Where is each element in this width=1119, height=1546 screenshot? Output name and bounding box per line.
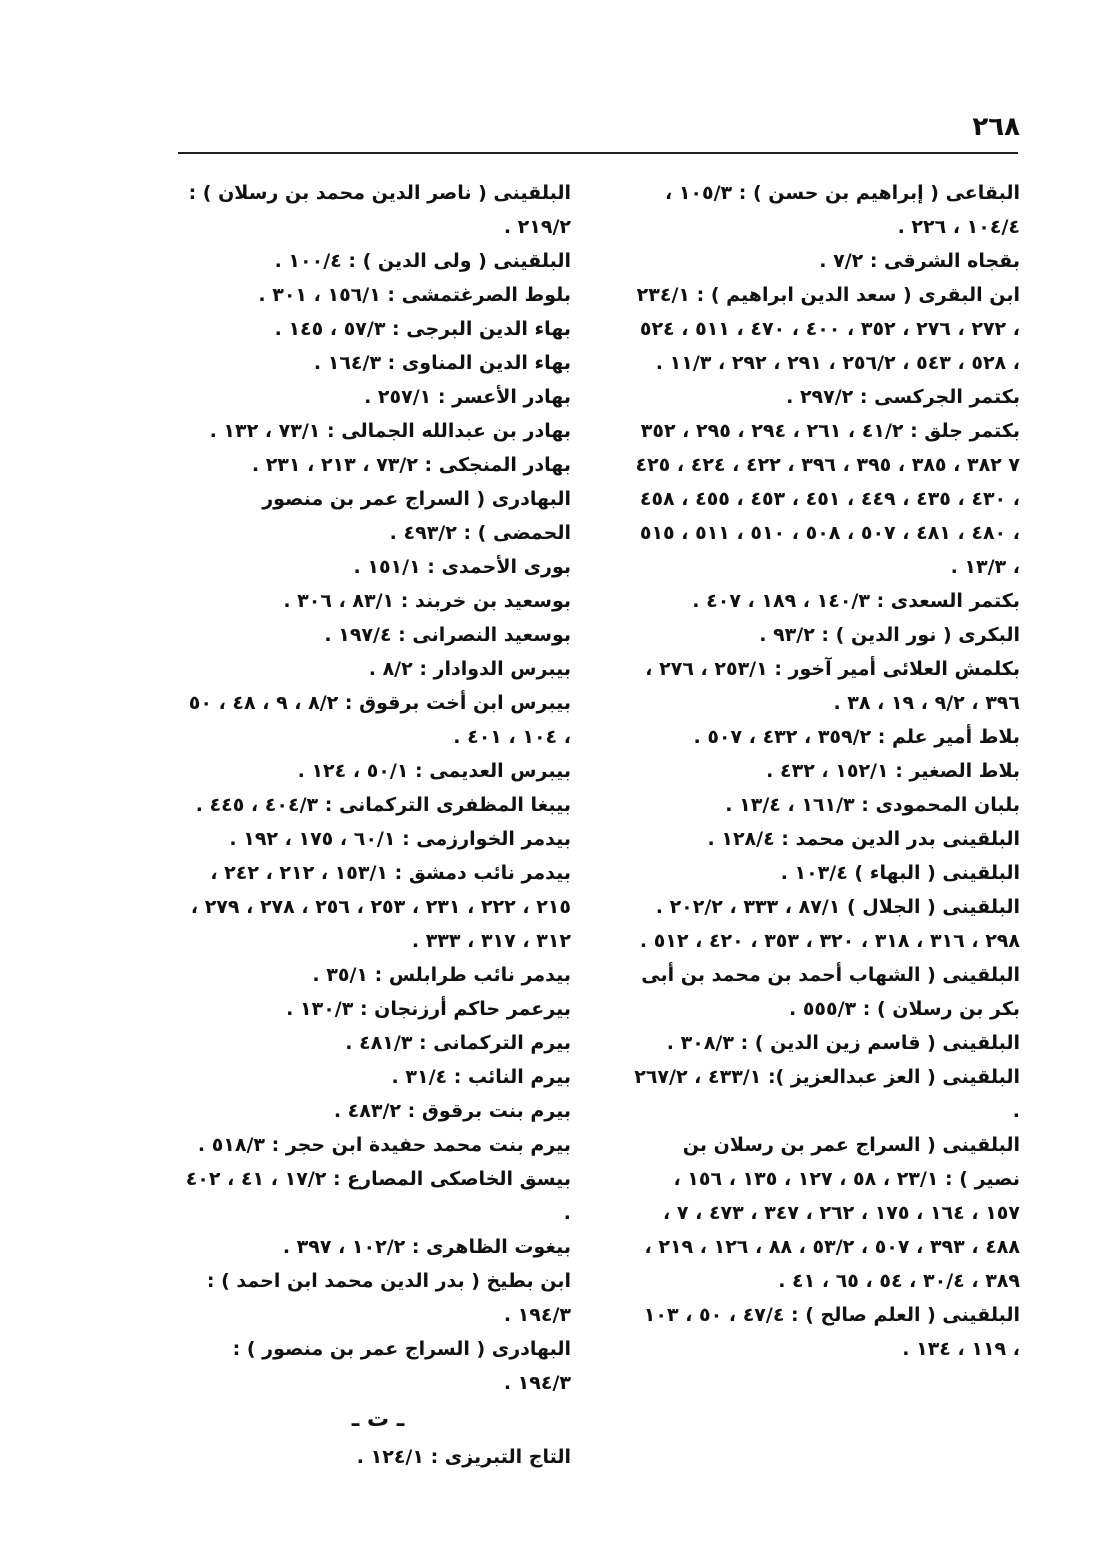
index-entry: بيبرس ابن أخت برقوق : ٨/٢ ، ٩ ، ٤٨ ، ٥٠ ، ١٠٤ ، ٤٠١ . bbox=[188, 692, 571, 748]
index-entry: بيبرس الدوادار : ٨/٢ . bbox=[368, 658, 571, 680]
index-entry: بيرعمر حاكم أرزنجان : ١٣٠/٣ . bbox=[286, 998, 571, 1020]
index-entry: بكتمر السعدى : ١٤٠/٣ ، ١٨٩ ، ٤٠٧ . bbox=[692, 590, 1020, 612]
index-entry: بيدمر نائب طرابلس : ٣٥/١ . bbox=[312, 964, 571, 986]
index-entry: بلوط الصرغتمشى : ١٥٦/١ ، ٣٠١ . bbox=[258, 284, 571, 306]
page-number: ٢٦٨ bbox=[972, 112, 1020, 142]
index-entry: البلقينى ( ناصر الدين محمد بن رسلان ) : ٢١٩/٢ . bbox=[188, 182, 571, 238]
index-column-right bbox=[634, 176, 1020, 1366]
index-entry: البلقينى بدر الدين محمد : ١٢٨/٤ . bbox=[707, 828, 1020, 850]
index-entry: البكرى ( نور الدين ) : ٩٣/٢ . bbox=[759, 624, 1020, 646]
index-entry: البلقينى ( الجلال ) ٨٧/١ ، ٣٣٣ ، ٢٠٢/٢ . ٢٩٨ ، ٣١٦ ، ٣١٨ ، ٣٢٠ ، ٣٥٣ ، ٤٢٠ ، ٥١٢ . bbox=[639, 896, 1020, 952]
index-entry: بورى الأحمدى : ١٥١/١ . bbox=[353, 556, 571, 578]
index-entry: بوسعيد النصرانى : ١٩٧/٤ . bbox=[324, 624, 571, 646]
index-entry: البهادرى ( السراج عمر بن منصور ) : ١٩٤/٣ . bbox=[232, 1338, 571, 1394]
index-entry: بهادر بن عبدالله الجمالى : ٧٣/١ ، ١٣٢ . bbox=[209, 420, 571, 442]
index-entry: بكتمر جلق : ٤١/٢ ، ٢٦١ ، ٢٩٤ ، ٢٩٥ ، ٣٥٢ ٧ ٣٨٢ ، ٣٨٥ ، ٣٩٥ ، ٣٩٦ ، ٤٢٢ ، ٤٢٤ ، ٤٢٥ ، ٤٣٠ ، ٤٣٥ ، ٤٤٩ ، ٤٥١ ، ٤٥٣ ، ٤٥٥ ، ٤٥٨ ، ٤٨٠ ، ٤٨١ ، ٥٠٧ ، ٥٠٨ ، ٥١٠ ، ٥١١ ، ٥١٥ ، ١٣/٣ . bbox=[635, 420, 1020, 578]
index-entry: البقاعى ( إبراهيم بن حسن ) : ١٠٥/٣ ، ١٠٤/٤ ، ٢٢٦ . bbox=[664, 182, 1020, 238]
index-entry: بيدمر الخوارزمى : ٦٠/١ ، ١٧٥ ، ١٩٢ . bbox=[229, 828, 571, 850]
index-entry: التاج التبريزى : ١٢٤/١ . bbox=[356, 1446, 571, 1468]
index-entry: بيغوت الظاهرى : ١٠٢/٢ ، ٣٩٧ . bbox=[282, 1236, 571, 1258]
index-entry: بلبان المحمودى : ١٦١/٣ ، ١٣/٤ . bbox=[725, 794, 1020, 816]
index-entry: البلقينى ( البهاء ) ١٠٣/٤ . bbox=[780, 862, 1020, 884]
index-entry: بوسعيد بن خربند : ٨٣/١ ، ٣٠٦ . bbox=[283, 590, 571, 612]
index-entry: بيبغا المظفرى التركمانى : ٤٠٤/٣ ، ٤٤٥ . bbox=[195, 794, 571, 816]
index-column-left bbox=[185, 176, 571, 1474]
index-entry: بقجاه الشرقى : ٧/٢ . bbox=[819, 250, 1020, 272]
index-entry: بيرم بنت برقوق : ٤٨٣/٢ . bbox=[333, 1100, 571, 1122]
index-entry: البلقينى ( العز عبدالعزيز ): ٤٣٣/١ ، ٢٦٧/٢ . bbox=[634, 1066, 1020, 1122]
index-entry: بيسق الخاصكى المصارع : ١٧/٢ ، ٤١ ، ٤٠٢ . bbox=[185, 1168, 571, 1224]
index-entry: بيرم بنت محمد حفيدة ابن حجر : ٥١٨/٣ . bbox=[197, 1134, 571, 1156]
index-entry: بيدمر نائب دمشق : ١٥٣/١ ، ٢١٢ ، ٢٤٢ ، ٢١٥ ، ٢٢٢ ، ٢٣١ ، ٢٥٣ ، ٢٥٦ ، ٢٧٨ ، ٢٧٩ ، ٣١٢ ، ٣١٧ ، ٣٣٣ . bbox=[190, 862, 571, 952]
section-letter-heading: ـ ت ـ bbox=[351, 1407, 405, 1432]
index-entry: البلقينى ( الشهاب أحمد بن محمد بن أبى بكر بن رسلان ) : ٥٥٥/٣ . bbox=[641, 964, 1020, 1020]
index-entry: بكلمش العلائى أمير آخور : ٢٥٣/١ ، ٢٧٦ ، ٣٩٦ ، ٩/٢ ، ١٩ ، ٣٨ . bbox=[645, 658, 1020, 714]
index-entry: بكتمر الجركسى : ٢٩٧/٢ . bbox=[786, 386, 1020, 408]
index-entry: بهادر الأعسر : ٢٥٧/١ . bbox=[364, 386, 571, 408]
header-rule bbox=[178, 152, 1018, 154]
index-entry: بلاط الصغير : ١٥٢/١ ، ٤٣٢ . bbox=[766, 760, 1020, 782]
index-entry: بهاء الدين المناوى : ١٦٤/٣ . bbox=[313, 352, 571, 374]
index-entry: بلاط أمير علم : ٣٥٩/٢ ، ٤٣٢ ، ٥٠٧ . bbox=[693, 726, 1020, 748]
index-entry: البلقينى ( العلم صالح ) : ٤٧/٤ ، ٥٠ ، ١٠٣ ، ١١٩ ، ١٣٤ . bbox=[643, 1304, 1020, 1360]
index-entry: ابن البقرى ( سعد الدين ابراهيم ) : ٢٣٤/١ ، ٢٧٢ ، ٢٧٦ ، ٣٥٢ ، ٤٠٠ ، ٤٧٠ ، ٥١١ ، ٥٢٤ ، ٥٢٨ ، ٥٤٣ ، ٢٥٦/٢ ، ٢٩١ ، ٢٩٢ ، ١١/٣ . bbox=[636, 284, 1020, 374]
index-entry: بيرم النائب : ٣١/٤ . bbox=[391, 1066, 571, 1088]
index-entry: البهادرى ( السراج عمر بن منصور الحمضى ) : ٤٩٣/٢ . bbox=[262, 488, 571, 544]
index-entry: البلقينى ( السراج عمر بن رسلان بن نصير ) : ٢٣/١ ، ٥٨ ، ١٢٧ ، ١٣٥ ، ١٥٦ ، ١٥٧ ، ١٦٤ ، ١٧٥ ، ٢٦٢ ، ٣٤٧ ، ٤٧٣ ، ٧ ، ٤٨٨ ، ٣٩٣ ، ٥٠٧ ، ٥٣/٢ ، ٨٨ ، ١٢٦ ، ٢١٩ ، ٣٨٩ ، ٣٠/٤ ، ٥٤ ، ٦٥ ، ٤١ . bbox=[644, 1134, 1020, 1292]
index-entry: ابن بطيخ ( بدر الدين محمد ابن احمد ) : ١٩٤/٣ . bbox=[206, 1270, 571, 1326]
index-entry: بهادر المنجكى : ٧٣/٢ ، ٢١٣ ، ٢٣١ . bbox=[251, 454, 571, 476]
index-entry: بيرم التركمانى : ٤٨١/٣ . bbox=[345, 1032, 571, 1054]
index-entry: البلقينى ( قاسم زين الدين ) : ٣٠٨/٣ . bbox=[666, 1032, 1020, 1054]
index-entry: بيبرس العديمى : ٥٠/١ ، ١٢٤ . bbox=[297, 760, 571, 782]
index-entry: بهاء الدين البرجى : ٥٧/٣ ، ١٤٥ . bbox=[274, 318, 571, 340]
index-entry: البلقينى ( ولى الدين ) : ١٠٠/٤ . bbox=[274, 250, 571, 272]
